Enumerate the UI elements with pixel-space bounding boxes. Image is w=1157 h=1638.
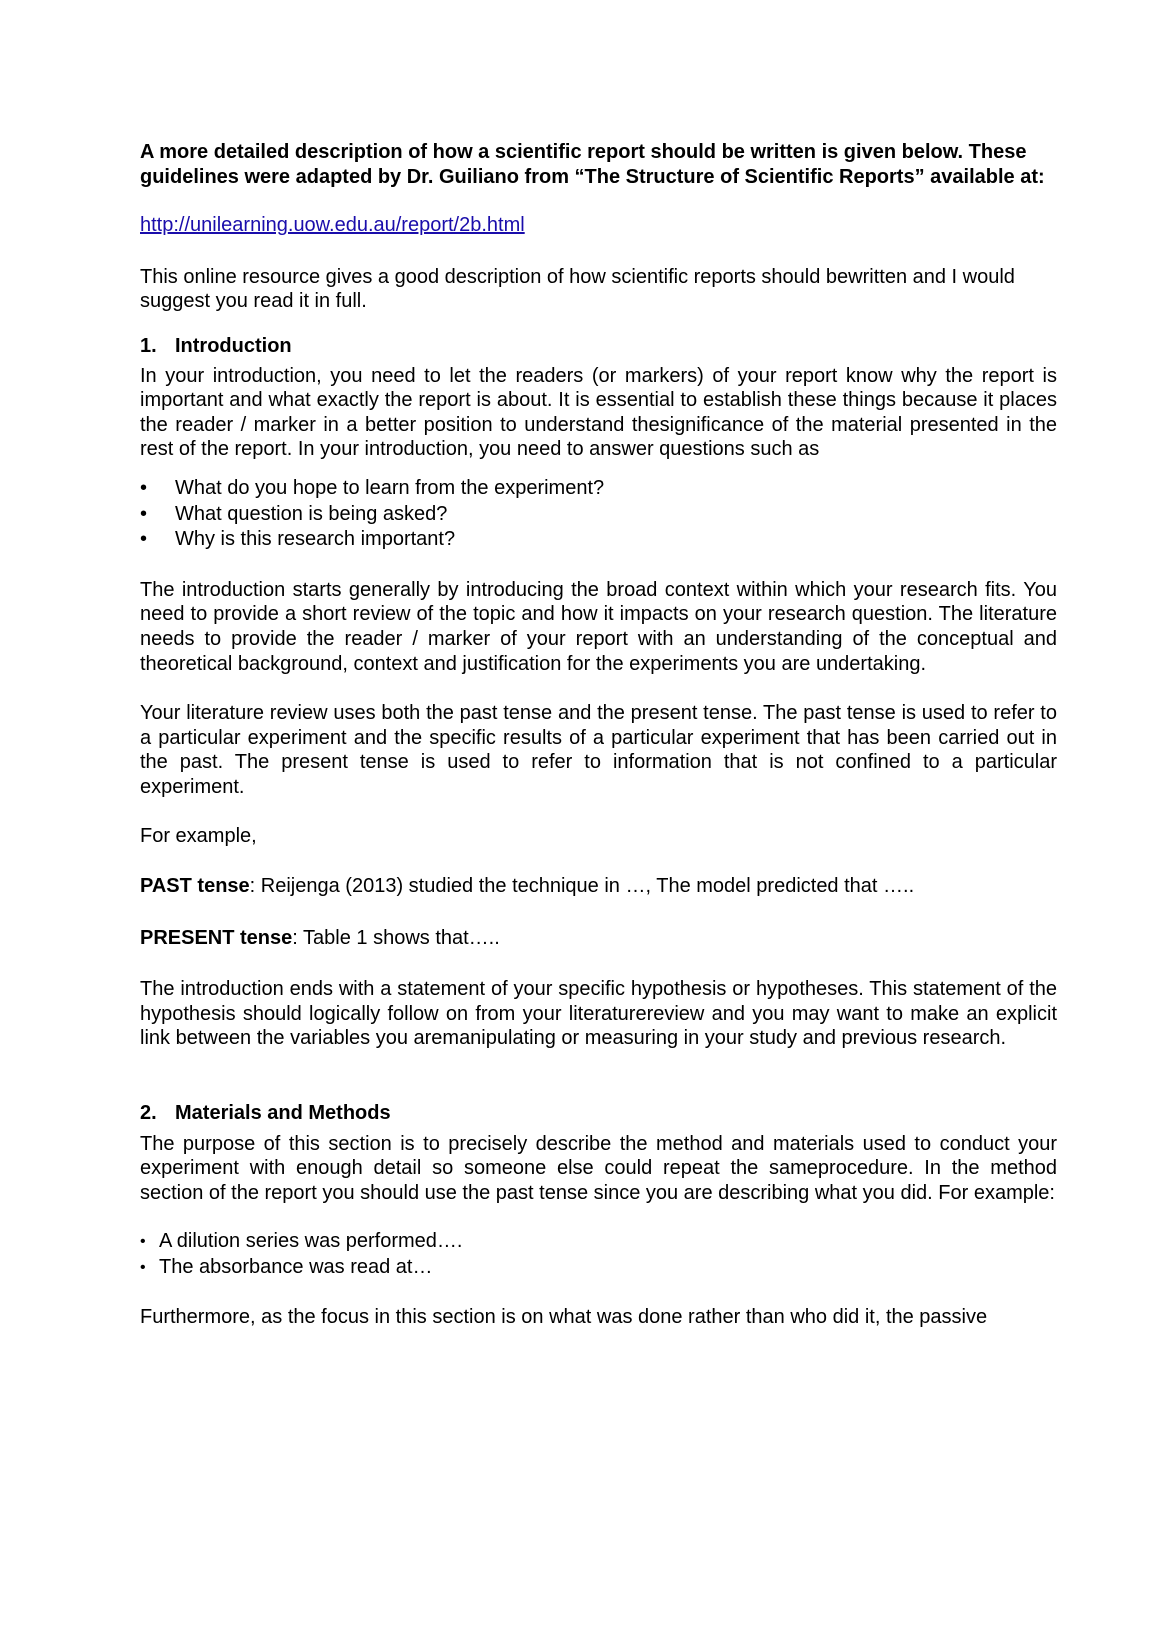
present-tense-text: : Table 1 shows that….. (292, 926, 500, 949)
introduction-paragraph-4: The introduction ends with a statement of your specific hypothesis or hypotheses. This statement of the hypothesis should logically follow on from your literaturereview and you may want to make an explicit link between the variables you aremanipulating or measuring in your study and previous research. (140, 978, 1057, 1050)
introduction-paragraph-2: The introduction starts generally by introducing the broad context within which your research fits. You need to provide a short review of the topic and how it impacts on your research question. The literature needs to provide the reader / marker of your report with an understanding of the conceptual and theoretical background, context and justification for the experiments you are undertaking. (140, 578, 1057, 675)
list-item: • The absorbance was read at… (140, 1255, 1057, 1281)
bullet-icon: • (140, 502, 148, 525)
section-title: Materials and Methods (175, 1102, 391, 1125)
section-heading-introduction (140, 334, 1057, 359)
list-item: • A dilution series was performed…. (140, 1229, 1057, 1255)
intro-note: A more detailed description of how a scientific report should be written is given below. These guidelines were adapted by Dr. Guiliano from “The Structure of Scientific Reports” available at: (140, 141, 1045, 188)
past-tense-example (140, 874, 1057, 899)
introduction-paragraph-3: Your literature review uses both the past tense and the present tense. The past tense is used to refer to a particular experiment and the specific results of a particular experiment that has been carried out in the past. The present tense is used to refer to information that is not confined to a particular experiment. (140, 702, 1057, 798)
bullet-icon: • (140, 1233, 146, 1251)
list-item: • What question is being asked? (140, 502, 1057, 528)
present-tense-example (140, 926, 1057, 951)
list-item: • Why is this research important? (140, 527, 1057, 553)
bullet-icon: • (140, 528, 148, 551)
past-tense-label: PAST tense (140, 875, 250, 898)
example-label: For example, (140, 825, 257, 848)
bullet-icon: • (140, 1259, 146, 1276)
methods-paragraph-2: Furthermore, as the focus in this section is on what was done rather than who did it, the passive (140, 1305, 988, 1328)
section-title: Introduction (175, 334, 292, 357)
bullet-icon: • (140, 476, 148, 499)
section-number: 2. (140, 1102, 157, 1125)
resource-note: This online resource gives a good description of how scientific reports should bewritten and I would suggest you read it in full. (140, 265, 1015, 313)
list-item: • What do you hope to learn from the experiment? (140, 476, 1057, 502)
past-tense-text: : Reijenga (2013) studied the technique in …, The model predicted that ….. (249, 875, 915, 898)
reference-link-line (140, 213, 1057, 238)
section-number: 1. (140, 334, 157, 357)
question-list (140, 476, 1057, 553)
methods-example-list (140, 1229, 1057, 1280)
methods-paragraph-1: The purpose of this section is to precisely describe the method and materials used to conduct your experiment with enough detail so someone else could repeat the sameprocedure. In the method section of the report you should use the past tense since you are describing what you did. For example: (140, 1132, 1057, 1204)
reference-link[interactable]: http://unilearning.uow.edu.au/report/2b.html (140, 214, 525, 237)
section-heading-methods (140, 1101, 1057, 1126)
present-tense-label: PRESENT tense (140, 926, 293, 949)
introduction-paragraph-1: In your introduction, you need to let the readers (or markers) of your report know why the report is important and what exactly the report is about. It is essential to establish these things because it places the reader / marker in a better position to understand thesignificance of the material presented in the rest of the report. In your introduction, you need to answer questions such as (140, 364, 1057, 461)
